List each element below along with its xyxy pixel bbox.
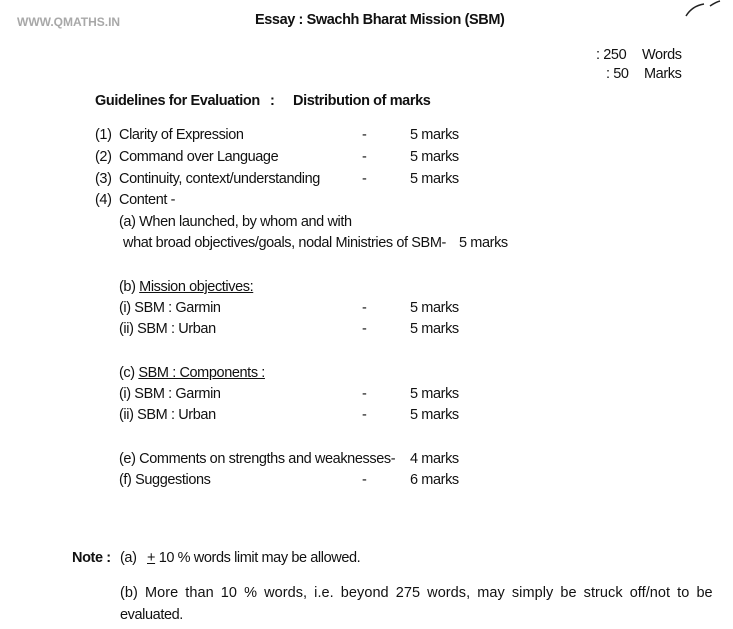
- item-dash: -: [362, 171, 367, 187]
- content-a-marks: 5 marks: [459, 235, 508, 251]
- item-num: (1): [95, 127, 112, 143]
- content-f-label: (f) Suggestions: [119, 472, 211, 488]
- content-c-prefix: (c): [119, 365, 139, 381]
- words-limit-value: : 250: [596, 47, 627, 63]
- watermark: WWW.QMATHS.IN: [17, 15, 121, 29]
- content-e-marks: 4 marks: [410, 451, 459, 467]
- guidelines-heading: Guidelines for Evaluation: [95, 93, 260, 109]
- item-marks: 5 marks: [410, 171, 459, 187]
- content-b-heading-text: Mission objectives:: [139, 279, 254, 295]
- content-f-dash: -: [362, 472, 367, 488]
- sub-item-label: (i) SBM : Garmin: [119, 300, 221, 316]
- sub-item-label: (ii) SBM : Urban: [119, 321, 216, 337]
- note-a-prefix: (a): [120, 550, 137, 566]
- note-a-plus-minus: +: [147, 550, 156, 566]
- item-num: (3): [95, 171, 112, 187]
- sub-item-marks: 5 marks: [410, 407, 459, 423]
- note-a-body: 10 % words limit may be allowed.: [155, 550, 361, 566]
- item-marks: 5 marks: [410, 127, 459, 143]
- item-marks: 5 marks: [410, 149, 459, 165]
- sub-item-label: (ii) SBM : Urban: [119, 407, 216, 423]
- item-label: Continuity, context/understanding: [119, 171, 320, 187]
- note-label: Note :: [72, 550, 111, 566]
- words-limit-label: Words: [642, 47, 682, 63]
- sub-item-dash: -: [362, 407, 367, 423]
- content-f-marks: 6 marks: [410, 472, 459, 488]
- item-num: (2): [95, 149, 112, 165]
- item-dash: -: [362, 127, 367, 143]
- sub-item-label: (i) SBM : Garmin: [119, 386, 221, 402]
- page-title: Essay : Swachh Bharat Mission (SBM): [255, 12, 505, 28]
- sub-item-marks: 5 marks: [410, 321, 459, 337]
- marks-total-value: : 50: [606, 66, 629, 82]
- content-b-prefix: (b): [119, 279, 140, 295]
- sub-item-marks: 5 marks: [410, 300, 459, 316]
- marks-total-label: Marks: [644, 66, 682, 82]
- content-c-heading: [119, 364, 265, 382]
- distribution-heading: Distribution of marks: [293, 93, 431, 109]
- item-dash: -: [362, 149, 367, 165]
- item-label: Command over Language: [119, 149, 279, 165]
- content-c-heading-text: SBM : Components :: [138, 365, 265, 381]
- item-label: Content -: [119, 192, 176, 208]
- item-label: Clarity of Expression: [119, 127, 244, 143]
- sub-item-dash: -: [362, 386, 367, 402]
- item-num: (4): [95, 192, 112, 208]
- content-a-line1: (a) When launched, by whom and with: [119, 214, 352, 230]
- content-e-label: (e) Comments on strengths and weaknesses-: [119, 451, 396, 467]
- content-b-heading: [119, 278, 253, 296]
- note-b-line2: evaluated.: [120, 607, 183, 623]
- pen-mark-icon: [682, 0, 722, 20]
- sub-item-dash: -: [362, 300, 367, 316]
- guidelines-sep: :: [270, 93, 275, 109]
- note-b-line1: (b) More than 10 % words, i.e. beyond 275 words, may simply be struck off/not to be: [120, 585, 713, 601]
- content-a-line2: what broad objectives/goals, nodal Ministries of SBM-: [123, 235, 446, 251]
- note-a-text: [147, 549, 360, 567]
- sub-item-marks: 5 marks: [410, 386, 459, 402]
- sub-item-dash: -: [362, 321, 367, 337]
